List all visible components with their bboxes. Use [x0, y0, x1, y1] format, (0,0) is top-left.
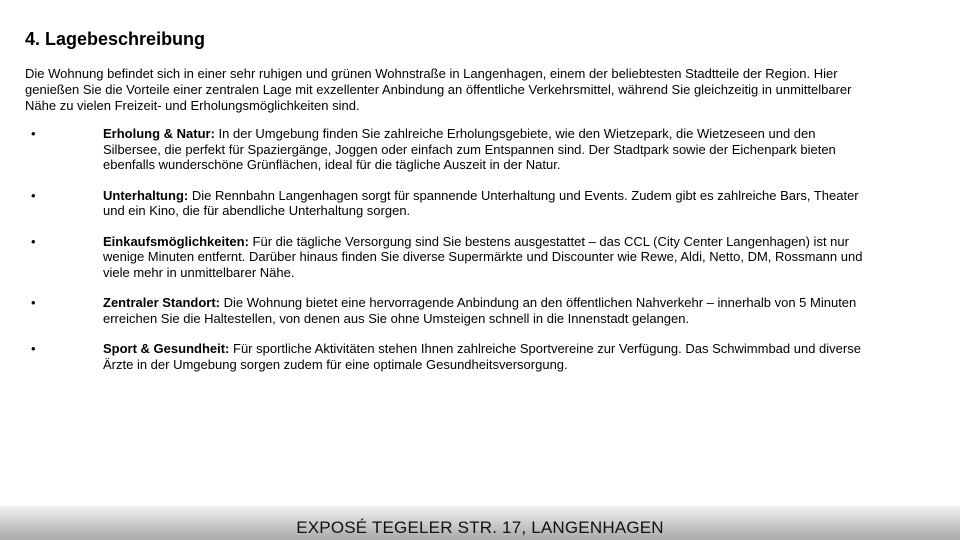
footer-title: EXPOSÉ TEGELER STR. 17, LANGENHAGEN [296, 518, 664, 537]
list-item-label: Sport & Gesundheit: [103, 341, 230, 356]
bullet-icon: • [31, 126, 36, 141]
list-item-text: In der Umgebung finden Sie zahlreiche Erholungsgebiete, wie den Wietzepark, die Wietzeseen und den Silbersee, die perfekt für Spaziergänge, Joggen oder einfach zum Entspannen sind. Der Stadtpark sowie der Eichenpark bieten ebenfalls wunderschöne Grünflächen, ideal für die tägliche Auszeit in der Natur. [103, 126, 836, 172]
list-item-zentraler-standort [25, 295, 865, 326]
list-item-text: Die Rennbahn Langenhagen sorgt für spannende Unterhaltung und Events. Zudem gibt es zahlreiche Bars, Theater und ein Kino, die für abendliche Unterhaltung sorgen. [103, 187, 859, 218]
page-title: 4. Lagebeschreibung [25, 29, 206, 49]
feature-list [25, 126, 865, 387]
bullet-icon: • [31, 233, 36, 249]
footer-bar [0, 506, 960, 540]
bullet-icon: • [31, 187, 36, 203]
list-item-unterhaltung [25, 188, 865, 219]
bullet-icon: • [31, 341, 36, 356]
list-item-text: Die Wohnung bietet eine hervorragende Anbindung an den öffentlichen Nahverkehr – innerhalb von 5 Minuten erreichen Sie die Haltestellen, von denen aus Sie ohne Umsteigen schnell in die Innenstadt gelangen. [103, 295, 857, 326]
list-item-sport-gesundheit [25, 341, 865, 372]
list-item-einkaufsmoeglichkeiten [25, 234, 865, 281]
list-item-label: Unterhaltung: [103, 187, 189, 203]
list-item-label: Einkaufsmöglichkeiten: [103, 233, 249, 249]
list-item-text: Für sportliche Aktivitäten stehen Ihnen zahlreiche Sportvereine zur Verfügung. Das Schwimmbad und diverse Ärzte in der Umgebung sorgen zudem für eine optimale Gesundheitsversorgung. [103, 341, 861, 372]
list-item-label: Zentraler Standort: [103, 295, 221, 310]
list-item-text: Für die tägliche Versorgung sind Sie bestens ausgestattet – das CCL (City Center Langenhagen) ist nur wenige Minuten entfernt. Darüber hinaus finden Sie diverse Supermärkte und Discounter wie Rewe, Aldi, Netto, DM, Rossmann und viele mehr in unmittelbarer Nähe. [103, 233, 863, 280]
bullet-icon: • [31, 295, 36, 310]
list-item-label: Erholung & Natur: [103, 126, 215, 141]
list-item-erholung-natur [25, 126, 865, 173]
intro-paragraph: Die Wohnung befindet sich in einer sehr ruhigen und grünen Wohnstraße in Langenhagen, einem der beliebtesten Stadtteile der Region. Hier genießen Sie die Vorteile einer zentralen Lage mit exzellenter Anbindung an öffentliche Verkehrsmittel, während Sie gleichzeitig in unmittelbarer Nähe zu vielen Freizeit- und Erholungsmöglichkeiten sind. [25, 66, 852, 113]
